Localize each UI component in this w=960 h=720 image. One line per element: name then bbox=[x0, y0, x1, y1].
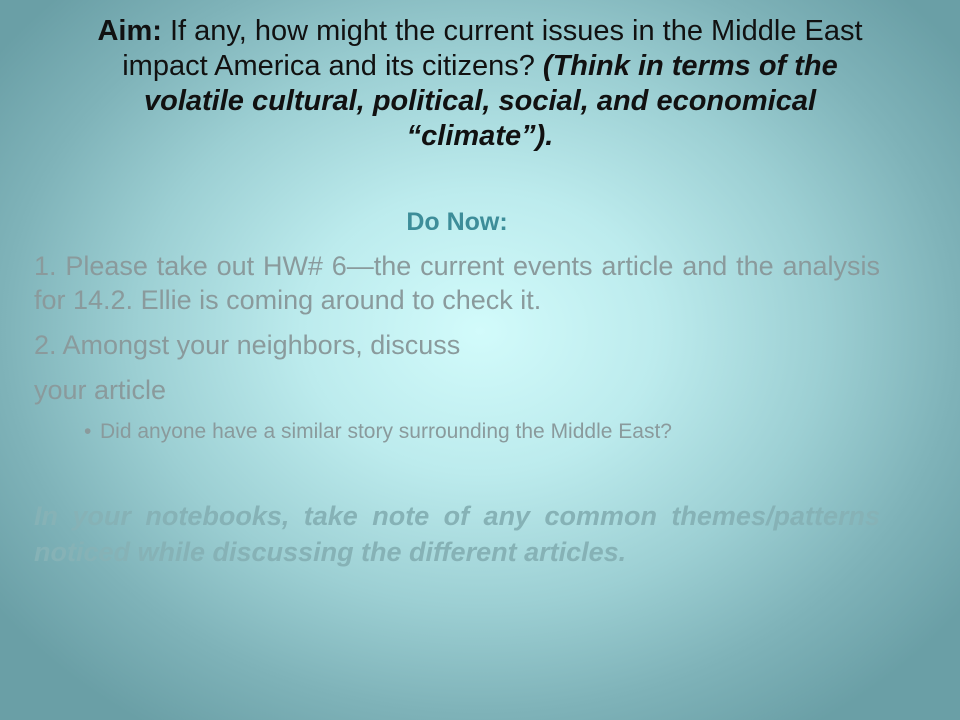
do-now-item-2-line-2: your article bbox=[34, 375, 167, 405]
slide-title bbox=[80, 14, 880, 154]
aim-question: If any, how might the current issues in the Middle East impact America and its citizens? bbox=[122, 15, 863, 82]
do-now-item-1: 1. Please take out HW# 6—the current events article and the analysis for 14.2. Ellie is coming around to check it. bbox=[34, 251, 880, 315]
notebook-instruction: In your notebooks, take note of any common themes/patterns noticed while discussing the different articles. bbox=[34, 501, 880, 567]
do-now-heading: Do Now: bbox=[406, 208, 508, 236]
bullet-item bbox=[84, 418, 880, 446]
bullet-text: Did anyone have a similar story surrounding the Middle East? bbox=[100, 420, 672, 443]
slide-body bbox=[34, 205, 880, 570]
bullet-icon: • bbox=[84, 420, 92, 443]
do-now-item-2-line-1: 2. Amongst your neighbors, discuss bbox=[34, 330, 461, 360]
aim-label: Aim: bbox=[97, 15, 162, 47]
aim-note: (Think in terms of the volatile cultural, political, social, and economical “climate”). bbox=[143, 50, 838, 152]
